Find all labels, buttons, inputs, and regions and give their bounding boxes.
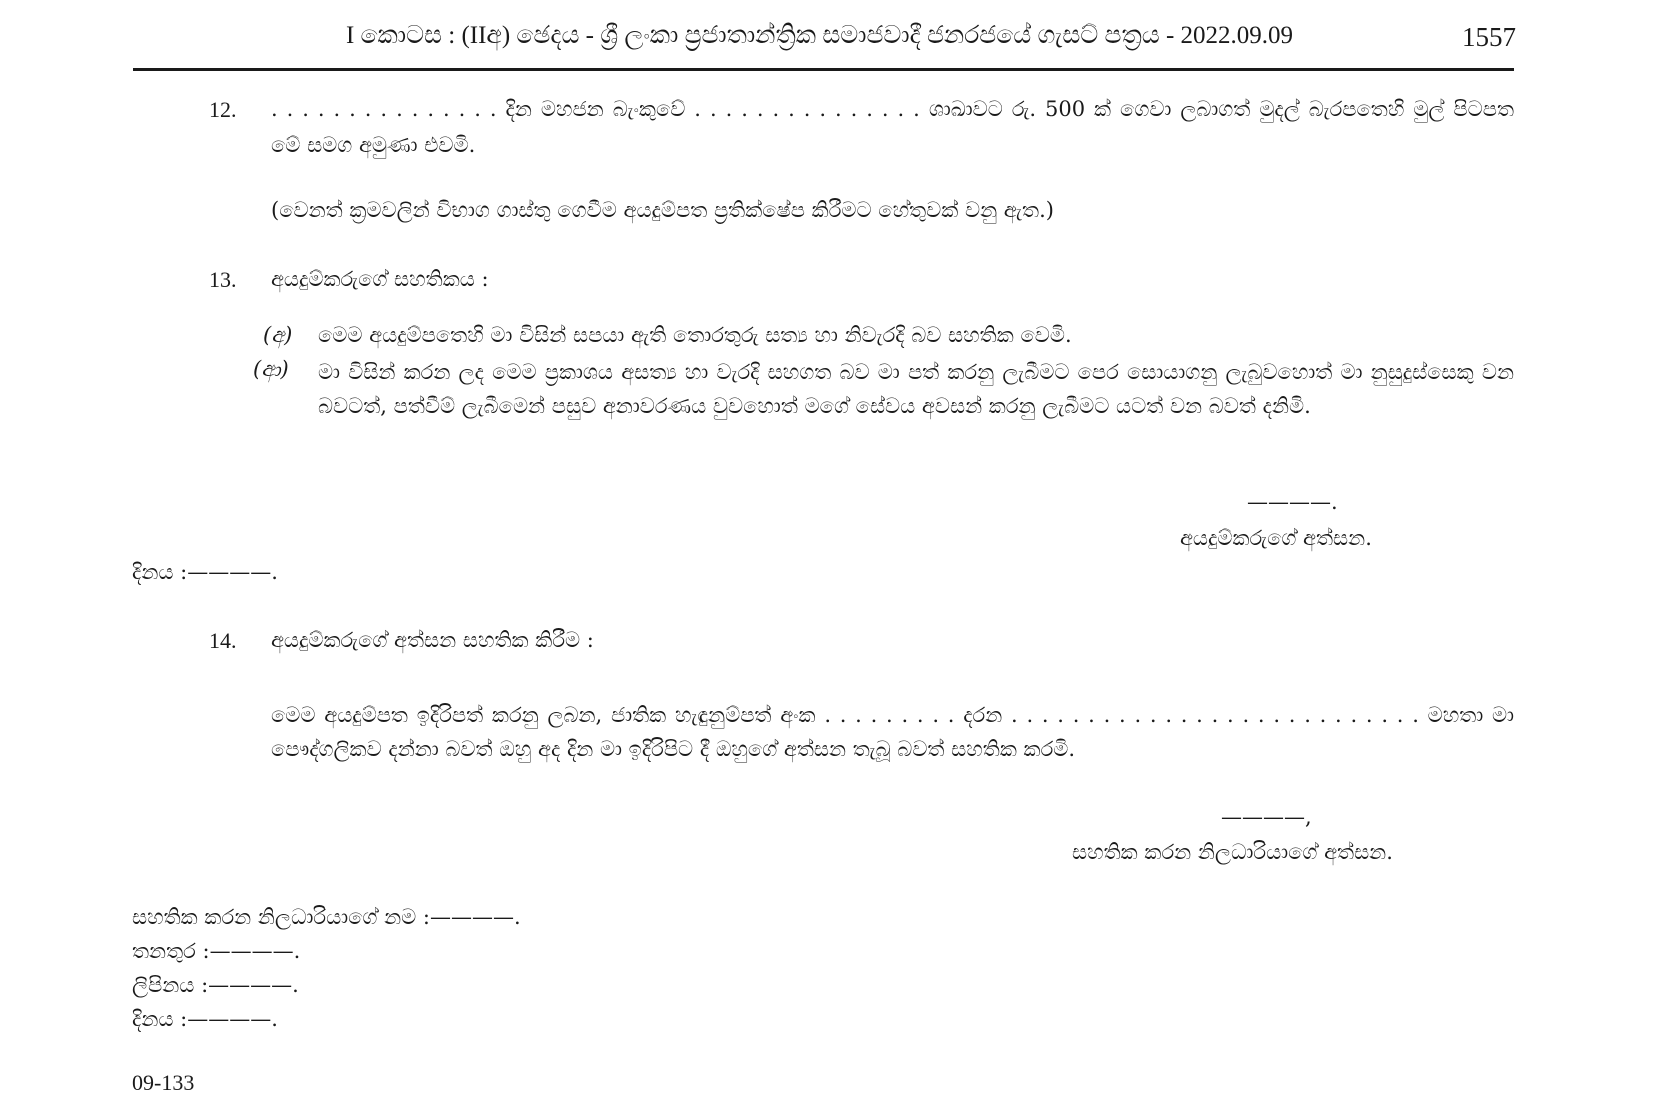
header-divider bbox=[133, 68, 1514, 71]
officer-signature-caption: සහතික කරන නිලධාරියාගේ අත්සන. bbox=[1072, 840, 1393, 864]
page-number: 1557 bbox=[1462, 22, 1516, 52]
item-12-line-2: මේ සමග අමුණා එවමි. bbox=[271, 133, 476, 157]
item-12-line-1: . . . . . . . . . . . . . . . දින මහජන බැංකුවේ . . . . . . . . . . . . . . . ශාඛාවට රු. 500 ක් ගෙවා ලබාගත් මුදල් බැරපතෙහි මුල් පිටපත bbox=[271, 97, 1514, 121]
officer-designation-label: තනතුර :————. bbox=[132, 939, 301, 963]
gazette-header-title: I කොටස : (IIඅ) ඡෙදය - ශ්‍රී ලංකා ප්‍රජාතාන්ත්‍රික සමාජවාදී ජනරජයේ ගැසට් පත්‍රය - 2022.09.09 bbox=[345, 22, 1294, 49]
item-14-paragraph: මෙම අයදුම්පත ඉදිරිපත් කරනු ලබන, ජාතික හැඳුනුම්පත් අංක . . . . . . . . . දරන . . . . . . . . . . . . . . . . . . . . . . . . . . . මහතා මා පෞද්ගලිකව දන්නා බවත් ඔහු අද දින මා ඉදිරිපිට දී ඔහුගේ අත්සන තැබූ බවත් සහතික කරමි. bbox=[271, 703, 1514, 761]
applicant-date-label: දිනය :————. bbox=[132, 560, 278, 584]
item-13-heading: අයදුම්කරුගේ සහතිකය : bbox=[271, 267, 489, 291]
officer-address-label: ලිපිනය :————. bbox=[132, 973, 299, 997]
item-12-note: (වෙනත් ක්‍රමවලින් විභාග ගාස්තු ගෙවීම අයදුම්පත ප්‍රතික්ෂේප කිරීමට හේතුවක් වනු ඇත.) bbox=[271, 198, 1054, 222]
item-13-sub-aa-label: (ආ) bbox=[253, 357, 289, 381]
item-14-heading: අයදුම්කරුගේ අත්සන සහතික කිරීම : bbox=[271, 628, 594, 652]
item-12-number: 12. bbox=[209, 97, 237, 122]
officer-name-label: සහතික කරන නිලධාරියාගේ නම :————. bbox=[132, 905, 521, 929]
gazette-footer-code: 09-133 bbox=[132, 1070, 195, 1095]
applicant-signature-line: ————. bbox=[1247, 490, 1338, 514]
officer-signature-line: ————, bbox=[1221, 805, 1312, 829]
item-13-sub-aa-text: මා විසින් කරන ලද මෙම ප්‍රකාශය අසත්‍ය හා වැරදි සහගත බව මා පත් කරනු ලැබීමට පෙර සොයාගනු ලැබුවහොත් මා නුසුදුස්සෙකු වන බවටත්, පත්වීම් ලැබීමෙන් පසුව අනාවරණය වුවහොත් මගේ සේවය අවසන් කරනු ලැබීමට යටත් වන බවත් දනිමි. bbox=[318, 360, 1514, 418]
item-13-sub-a-label: (අ) bbox=[263, 323, 293, 347]
item-13-sub-a-text: මෙම අයදුම්පතෙහි මා විසින් සපයා ඇති තොරතුරු සත්‍ය හා නිවැරදි බව සහතික වෙමි. bbox=[318, 323, 1072, 347]
applicant-signature-caption: අයදුම්කරුගේ අත්සන. bbox=[1180, 526, 1372, 550]
officer-date-label: දිනය :————. bbox=[132, 1007, 278, 1031]
item-13-number: 13. bbox=[209, 267, 237, 292]
item-14-number: 14. bbox=[209, 628, 237, 653]
